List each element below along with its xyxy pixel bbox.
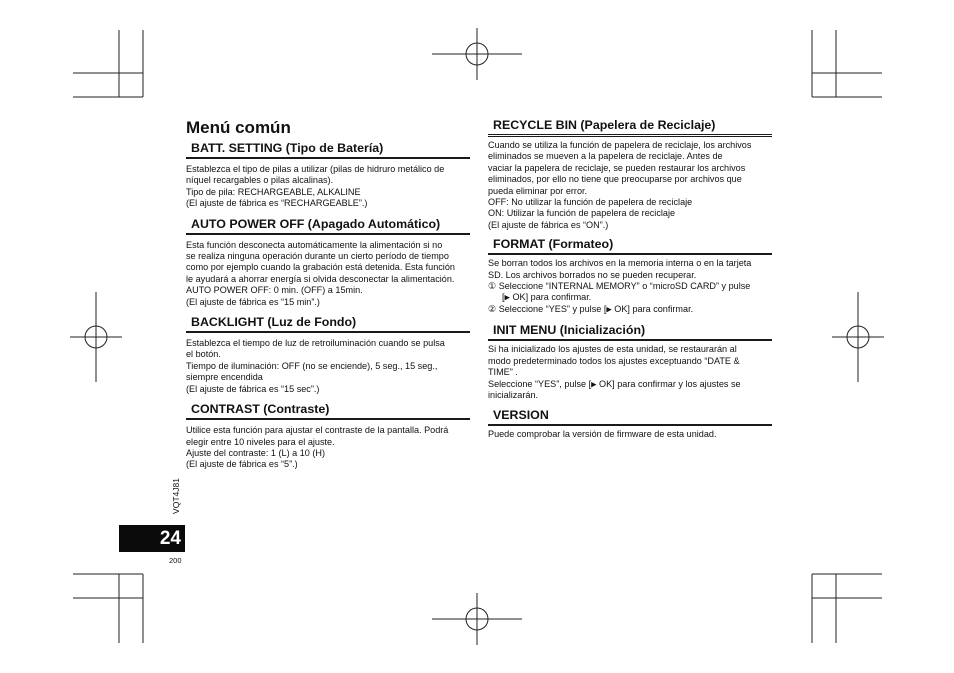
section-heading: RECYCLE BIN (Papelera de Reciclaje) [488,118,772,137]
text-line: se realiza ninguna operación durante un cierto período de tiempo [186,251,449,262]
section-body [186,425,470,471]
page-sub-number: 200 [169,556,182,565]
text-line: siempre encendida [186,372,263,383]
play-icon: ▶ [606,306,612,314]
text-line: Esta función desconecta automáticamente la alimentación si no [186,239,443,250]
text-line: le ayudará a ahorrar energía si olvida desconectar la alimentación. [186,273,455,284]
section-heading: VERSION [488,408,772,426]
text-line: eliminados, por ello no tiene que preocuparse por archivos que [488,174,742,185]
section-heading: AUTO POWER OFF (Apagado Automático) [186,217,470,235]
text-line: vaciar la papelera de reciclaje, se pueden restaurar los archivos [488,162,746,173]
step-line [488,292,772,304]
section-body [488,258,772,316]
step-number-2: ② [488,304,497,315]
text-line: OFF: No utilizar la función de papelera de reciclaje [488,197,693,208]
text-line: inicializarán. [488,390,539,401]
step-text: OK] para confirmar. [509,292,592,303]
section-heading: INIT MENU (Inicialización) [488,323,772,341]
section-heading: BATT. SETTING (Tipo de Batería) [186,141,470,159]
text-line: modo predeterminado todos los ajustes exceptuando “DATE & [488,355,740,366]
text-line: Si ha inicializado los ajustes de esta unidad, se restaurarán al [488,344,737,355]
section-heading: BACKLIGHT (Luz de Fondo) [186,315,470,333]
page-title: Menú común [186,118,291,137]
section-heading: FORMAT (Formateo) [488,237,772,255]
step-text: OK] para confirmar. [611,304,694,315]
section-body [488,140,772,231]
text-line: (El ajuste de fábrica es “15 min”.) [186,296,320,307]
auto-power-off-section [186,217,470,308]
text-line: AUTO POWER OFF: 0 min. (OFF) a 15min. [186,285,363,296]
recycle-bin-section [488,118,772,231]
page-number-tab: 24 [119,525,185,552]
text-line: Cuando se utiliza la función de papelera de reciclaje, los archivos [488,140,752,150]
text-line: pueda eliminar por error. [488,185,588,196]
right-column [488,118,772,440]
text-line: (El ajuste de fábrica es “5”.) [186,459,298,470]
text-line: Establezca el tiempo de luz de retroiluminación cuando se pulsa [186,338,445,349]
text-line: SD. Los archivos borrados no se pueden recuperar. [488,269,697,280]
text-line: níquel recargables o pilas alcalinas). [186,175,334,186]
text-line: (El ajuste de fábrica es “15 sec”.) [186,383,320,394]
init-menu-section [488,323,772,402]
section-body [488,344,772,402]
text-line: Tiempo de iluminación: OFF (no se enciende), 5 seg., 15 seg., [186,360,438,371]
text-line: (El ajuste de fábrica es “RECHARGEABLE”.) [186,198,368,209]
left-column [186,118,470,471]
text-line: ON: Utilizar la función de papelera de reciclaje [488,208,676,219]
text-line: Establezca el tipo de pilas a utilizar (pilas de hidruro metálico de [186,164,445,174]
format-section [488,237,772,316]
play-icon: ▶ [504,294,510,302]
play-icon: ▶ [591,381,597,388]
section-body [186,164,470,210]
registration-mark-right [832,292,884,382]
text-line: elegir entre 10 niveles para el ajuste. [186,436,335,447]
step-line [488,304,772,316]
text-line: Utilice esta función para ajustar el contraste de la pantalla. Podrá [186,425,449,436]
text-line: el botón. [186,349,221,360]
step-text: Seleccione “INTERNAL MEMORY” o “microSD CARD” y pulse [498,281,751,292]
text-line: como por ejemplo cuando la grabación está detenida. Esta función [186,262,455,273]
step-text: Seleccione “YES” y pulse [ [498,304,607,315]
step-line [488,281,772,292]
model-code: VQT4J81 [171,478,181,514]
text-line: Puede comprobar la versión de firmware de esta unidad. [488,428,717,439]
text-line: (El ajuste de fábrica es “ON”.) [488,219,609,230]
registration-mark-top [432,28,522,80]
text-line: Ajuste del contraste: 1 (L) a 10 (H) [186,447,325,458]
section-heading: CONTRAST (Contraste) [186,402,470,420]
version-section [488,408,772,440]
step-number-1: ① [488,281,497,292]
text-line: eliminados se mueven a la papelera de reciclaje. Antes de [488,151,723,162]
registration-mark-bottom [432,593,522,645]
backlight-section [186,315,470,395]
contrast-section [186,402,470,471]
registration-mark-left [70,292,122,382]
text-line [488,379,772,391]
section-body [186,338,470,395]
section-body [186,240,470,308]
bracket: [ [502,292,505,303]
batt-setting-section [186,141,470,210]
text-fragment: Seleccione “YES”, pulse [ [488,378,592,389]
text-line: Se borran todos los archivos en la memoria interna o en la tarjeta [488,258,752,269]
section-body [488,429,772,440]
text-line: Tipo de pila: RECHARGEABLE, ALKALINE [186,186,361,197]
text-line: TIME” . [488,367,518,378]
text-fragment: OK] para confirmar y los ajustes se [596,378,741,389]
